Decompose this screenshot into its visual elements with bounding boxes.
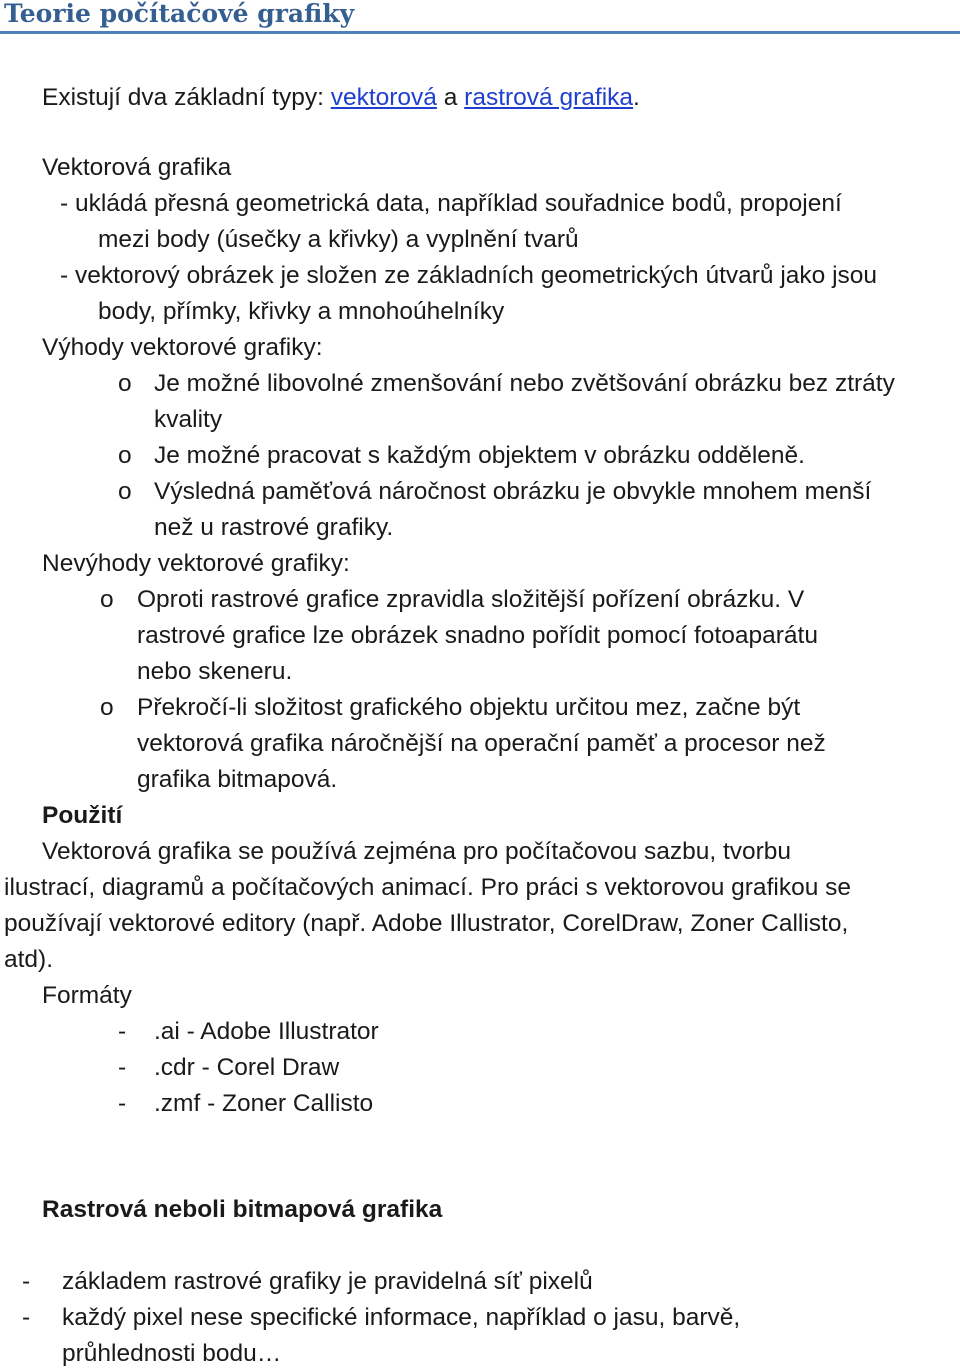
bullet-icon: o <box>100 694 114 721</box>
vector-item-1-line2: mezi body (úsečky a křivky) a vyplnění tvarů <box>98 226 579 253</box>
usage-line-3: používají vektorové editory (např. Adobe Illustrator, CorelDraw, Zoner Callisto, <box>4 910 849 937</box>
intro-paragraph <box>42 80 640 116</box>
bullet-icon: o <box>118 442 132 469</box>
vector-item-2-line1: - vektorový obrázek je složen ze základních geometrických útvarů jako jsou <box>60 262 878 289</box>
con-1-line3: nebo skeneru. <box>137 658 293 685</box>
dash-icon: - <box>118 1018 127 1045</box>
con-2-line3: grafika bitmapová. <box>137 766 338 793</box>
usage-line-4: atd). <box>4 946 54 973</box>
raster-item-2-line1: každý pixel nese specifické informace, například o jasu, barvě, <box>62 1304 741 1331</box>
formats-heading: Formáty <box>42 982 132 1009</box>
pro-3-line1: Výsledná paměťová náročnost obrázku je obvykle mnohem menší <box>154 478 872 505</box>
intro-and: a <box>436 84 465 111</box>
vector-item-2-line2: body, přímky, křivky a mnohoúhelníky <box>98 298 505 325</box>
pro-2-line1: Je možné pracovat s každým objektem v obrázku odděleně. <box>154 442 805 469</box>
pro-3-line2: než u rastrové grafiky. <box>154 514 394 541</box>
con-1-line2: rastrové grafice lze obrázek snadno pořídit pomocí fotoaparátu <box>137 622 818 649</box>
bullet-icon: o <box>100 586 114 613</box>
pro-1-line2: kvality <box>154 406 223 433</box>
raster-heading: Rastrová neboli bitmapová grafika <box>42 1196 443 1223</box>
cons-heading: Nevýhody vektorové grafiky: <box>42 550 350 577</box>
format-item: .cdr - Corel Draw <box>154 1054 340 1081</box>
format-item: .ai - Adobe Illustrator <box>154 1018 379 1045</box>
raster-item-1-line1: základem rastrové grafiky je pravidelná síť pixelů <box>62 1268 593 1295</box>
vector-heading: Vektorová grafika <box>42 154 232 181</box>
intro-text: Existují dva základní typy: <box>42 84 331 111</box>
usage-heading: Použití <box>42 802 123 829</box>
con-1-line1: Oproti rastrové grafice zpravidla složitější pořízení obrázku. V <box>137 586 805 613</box>
dash-icon: - <box>118 1090 127 1117</box>
dash-icon: - <box>118 1054 127 1081</box>
usage-line-2: ilustrací, diagramů a počítačových animací. Pro práci s vektorovou grafikou se <box>4 874 851 901</box>
bullet-icon: o <box>118 370 132 397</box>
vector-item-1-line1: - ukládá přesná geometrická data, například souřadnice bodů, propojení <box>60 190 842 217</box>
link-vektorova[interactable]: vektorová <box>330 84 437 111</box>
link-rastrova-grafika[interactable]: rastrová grafika <box>464 84 634 111</box>
con-2-line2: vektorová grafika náročnější na operační paměť a procesor než <box>137 730 826 757</box>
pros-heading: Výhody vektorové grafiky: <box>42 334 323 361</box>
pro-1-line1: Je možné libovolné zmenšování nebo zvětšování obrázku bez ztráty <box>154 370 895 397</box>
format-item: .zmf - Zoner Callisto <box>154 1090 374 1117</box>
dash-icon: - <box>22 1304 31 1331</box>
usage-line-1: Vektorová grafika se používá zejména pro počítačovou sazbu, tvorbu <box>42 838 792 865</box>
bullet-icon: o <box>118 478 132 505</box>
intro-end: . <box>633 84 640 111</box>
raster-item-2-line2: průhlednosti bodu… <box>62 1340 282 1367</box>
con-2-line1: Překročí-li složitost grafického objektu určitou mez, začne být <box>137 694 801 721</box>
page-title: Teorie počítačové grafiky <box>0 0 960 34</box>
dash-icon: - <box>22 1268 31 1295</box>
